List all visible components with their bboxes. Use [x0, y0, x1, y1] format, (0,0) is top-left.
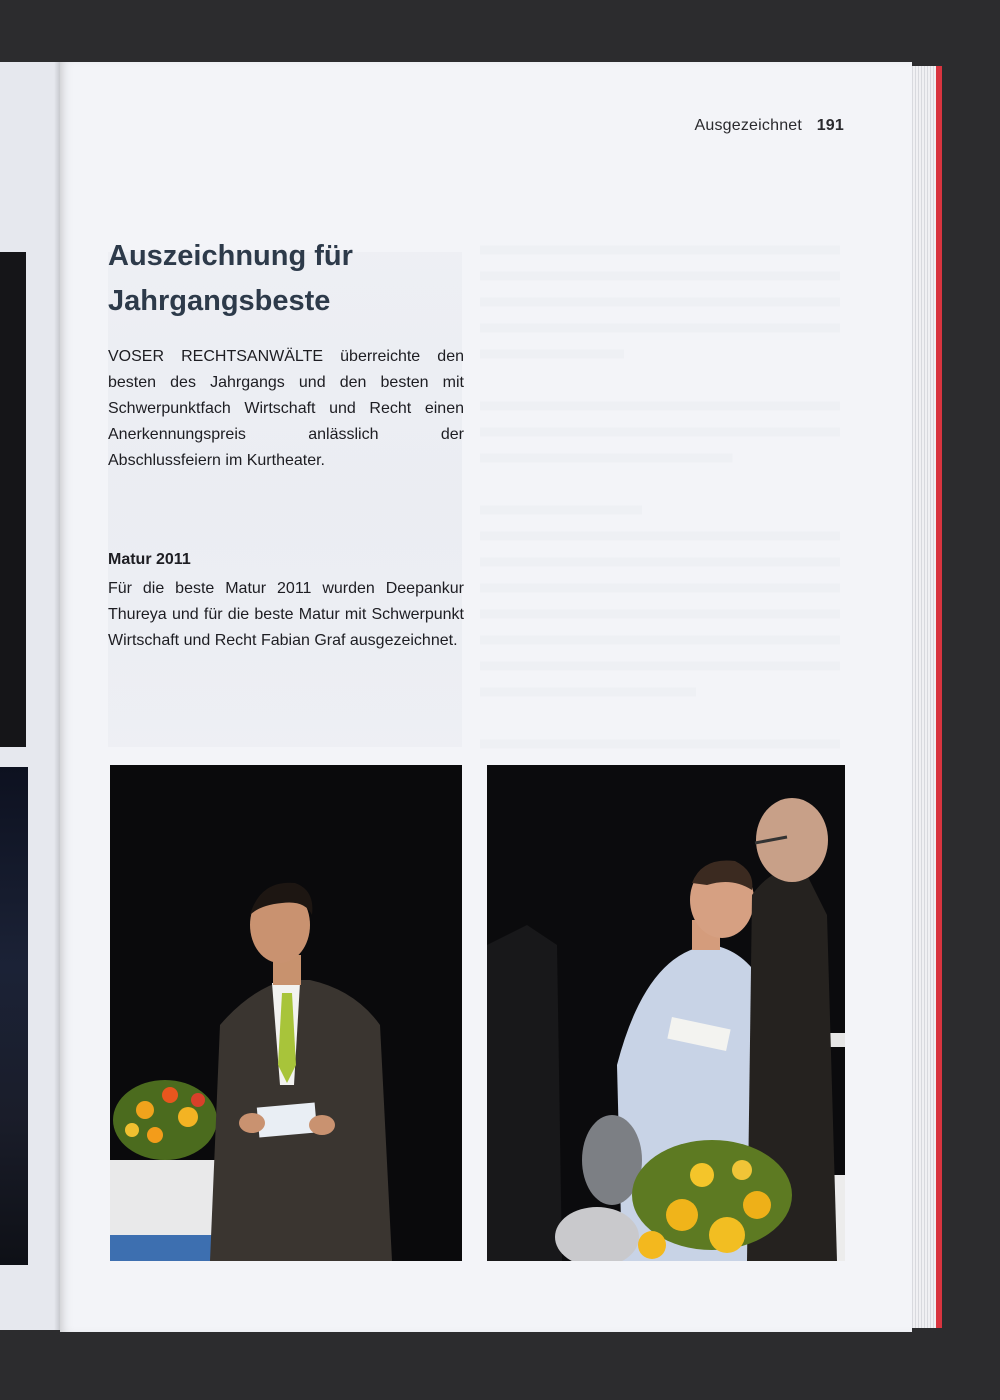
photo-award-winner-2	[487, 765, 845, 1261]
book-edge-accent	[936, 66, 942, 1328]
previous-page-photo-top	[0, 252, 26, 747]
previous-page-photo-bottom	[0, 767, 28, 1265]
intro-paragraph: VOSER RECHTSANWÄLTE überreichte den besten des Jahrgangs und den besten mit Schwerpunktfach Wirtschaft und Recht einen Anerkennungspreis anlässlich der Abschlussfeiern im Kurtheater.	[108, 348, 464, 469]
page-block-edges	[910, 66, 938, 1328]
book-page	[60, 62, 912, 1332]
section-title: Matur 2011	[108, 551, 191, 568]
show-through-text	[480, 237, 855, 757]
section-paragraph: Für die beste Matur 2011 wurden Deepankur Thureya und für die beste Matur mit Schwerpunkt Wirtschaft und Recht Fabian Graf ausgezeichnet.	[108, 580, 464, 649]
running-head-title: Ausgezeichnet	[694, 117, 803, 134]
previous-page	[0, 62, 62, 1330]
running-head	[694, 117, 844, 135]
photo-award-winner-1	[110, 765, 462, 1261]
article-heading	[108, 234, 488, 324]
article-heading-line-2: Jahrgangsbeste	[108, 285, 331, 317]
page-number: 191	[816, 117, 844, 134]
show-through-photo	[108, 252, 462, 747]
article-heading-line-1: Auszeichnung für	[108, 240, 353, 272]
